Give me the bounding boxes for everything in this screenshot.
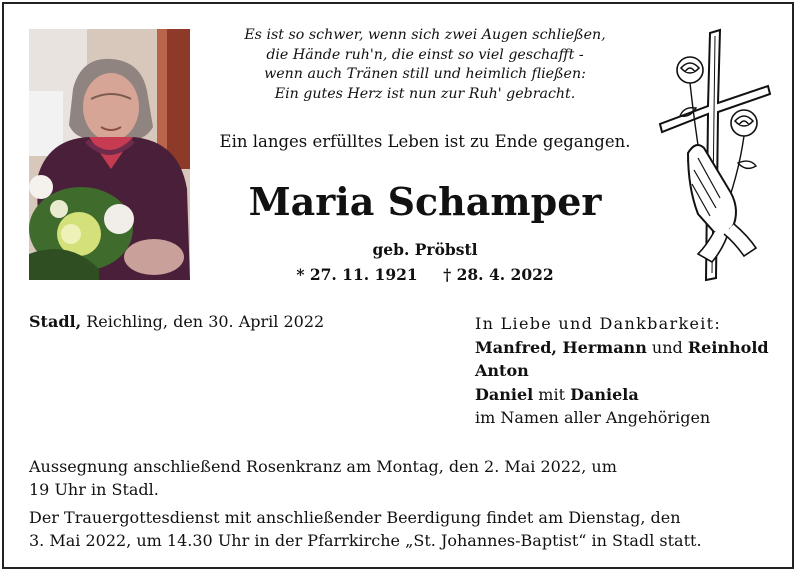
place-bold: Stadl, (29, 312, 82, 331)
service-line: Der Trauergottesdienst mit anschließender Beerdigung findet am Dienstag, den (29, 508, 681, 527)
poem-line: wenn auch Tränen still und heimlich fließen: (264, 66, 586, 82)
service-line: 19 Uhr in Stadl. (29, 480, 159, 499)
family-block (475, 312, 775, 430)
poem-line: Ein gutes Herz ist nun zur Ruh' gebracht. (274, 85, 576, 102)
service-info (29, 455, 774, 552)
poem-line: Es ist so schwer, wenn sich zwei Augen schließen, (244, 27, 606, 43)
family-names: Daniel (475, 384, 534, 404)
cross-rose-hands-icon (658, 28, 774, 282)
poem (200, 26, 650, 104)
death-date: † 28. 4. 2022 (443, 265, 554, 284)
birth-date: * 27. 11. 1921 (296, 265, 418, 284)
place-rest: Reichling, den 30. April 2022 (81, 312, 325, 331)
family-names: Manfred, Hermann (475, 337, 647, 357)
family-line (475, 336, 775, 360)
service-line: 3. Mai 2022, um 14.30 Uhr in der Pfarrkirche „St. Johannes-Baptist“ in Stadl statt. (29, 531, 702, 550)
deceased-name: Maria Schamper (248, 179, 602, 224)
family-names: Daniela (570, 384, 639, 404)
place-date (29, 312, 324, 331)
service-line: Aussegnung anschließend Rosenkranz am Montag, den 2. Mai 2022, um (29, 457, 617, 476)
family-names: Reinhold (687, 337, 769, 357)
life-dates (200, 265, 650, 284)
maiden-name: geb. Pröbstl (372, 240, 478, 259)
family-line (475, 359, 775, 383)
funeral-paragraph (29, 506, 774, 552)
subtitle: Ein langes erfülltes Leben ist zu Ende gegangen. (219, 132, 631, 151)
family-joiner: und (646, 337, 688, 357)
portrait-photo (29, 29, 190, 280)
family-outro: im Namen aller Angehörigen (475, 408, 711, 427)
family-intro: In Liebe und Dankbarkeit: (475, 314, 722, 333)
blessing-paragraph (29, 455, 774, 501)
family-names: Anton (475, 361, 529, 380)
poem-line: die Hände ruh'n, die einst so viel geschafft - (266, 46, 584, 63)
family-joiner: mit (533, 384, 571, 404)
family-line (475, 383, 775, 407)
